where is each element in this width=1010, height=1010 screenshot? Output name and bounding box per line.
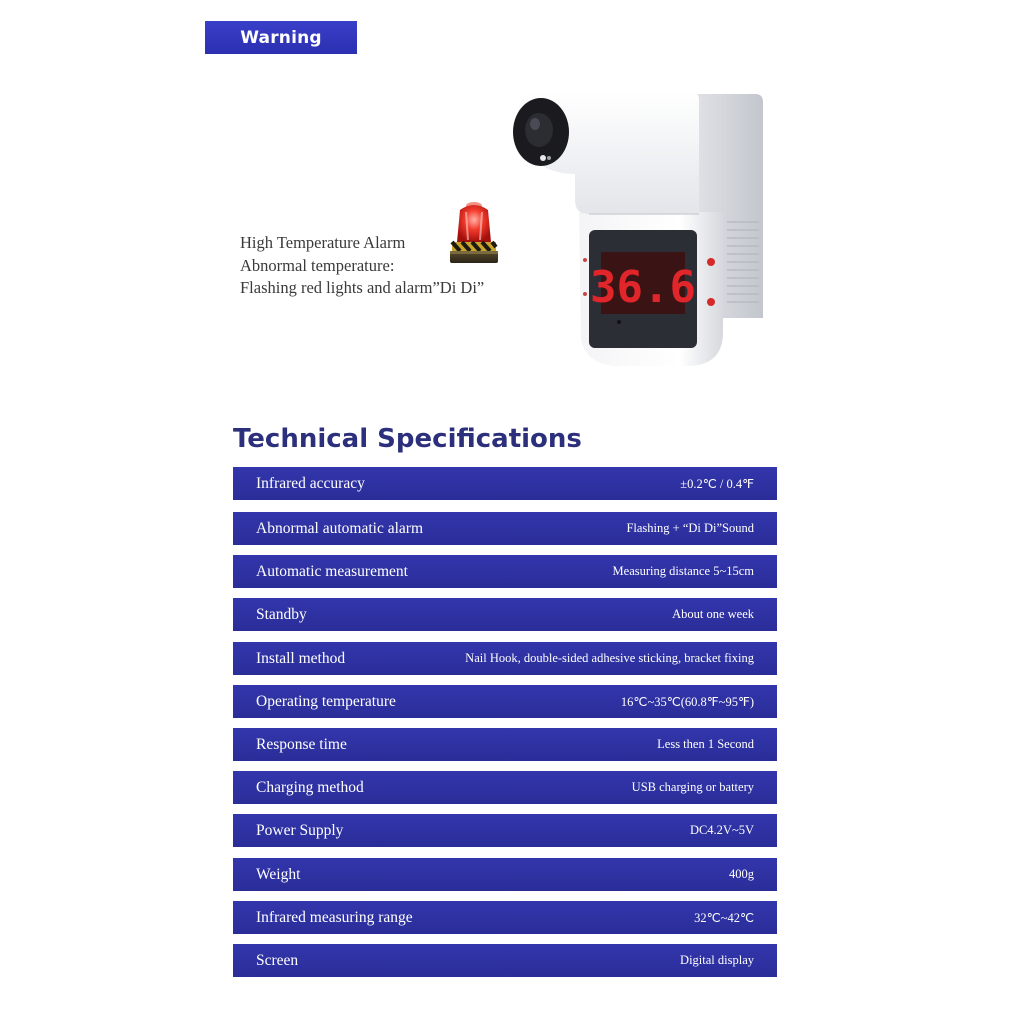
- alarm-line-1: High Temperature Alarm: [240, 233, 406, 252]
- spec-value: Flashing + “Di Di”Sound: [626, 521, 754, 535]
- spec-value: USB charging or battery: [631, 780, 754, 794]
- spec-value: 16℃~35℃(60.8℉~95℉): [620, 694, 754, 709]
- spec-label: Abnormal automatic alarm: [256, 519, 423, 537]
- spec-label: Operating temperature: [256, 692, 396, 710]
- spec-label: Install method: [256, 649, 346, 667]
- spec-row: [233, 555, 777, 588]
- spec-label: Response time: [256, 735, 347, 753]
- warning-badge: Warning: [205, 21, 357, 54]
- spec-row: [233, 685, 777, 718]
- thermometer-device-image: [505, 82, 773, 377]
- spec-label: Standby: [256, 605, 307, 623]
- spec-row: [233, 771, 777, 804]
- spec-value: DC4.2V~5V: [689, 823, 754, 837]
- spec-row: [233, 728, 777, 761]
- spec-value: Measuring distance 5~15cm: [612, 564, 754, 578]
- siren-icon: [444, 196, 504, 271]
- spec-row: [233, 858, 777, 891]
- spec-label: Automatic measurement: [256, 562, 408, 580]
- spec-row: [233, 512, 777, 545]
- spec-value: About one week: [672, 607, 754, 621]
- alarm-line-2: Abnormal temperature:: [240, 255, 395, 275]
- spec-value: 32℃~42℃: [694, 910, 754, 925]
- spec-row: [233, 944, 777, 977]
- spec-label: Infrared accuracy: [256, 474, 365, 492]
- spec-value: Less then 1 Second: [657, 737, 754, 751]
- spec-label: Infrared measuring range: [256, 908, 413, 926]
- spec-row: [233, 642, 777, 675]
- specifications-title: Technical Specifications: [233, 424, 582, 454]
- spec-row: [233, 598, 777, 631]
- spec-label: Screen: [256, 951, 299, 969]
- spec-value: ±0.2℃ / 0.4℉: [680, 476, 754, 491]
- spec-label: Weight: [256, 865, 301, 883]
- spec-value: 400g: [729, 867, 754, 881]
- spec-value: Digital display: [680, 953, 754, 967]
- spec-row: [233, 467, 777, 500]
- device-display-reading: 36.6: [590, 262, 696, 313]
- alarm-line-3: Flashing red lights and alarm”Di Di”: [240, 278, 485, 297]
- spec-label: Power Supply: [256, 821, 344, 839]
- spec-label: Charging method: [256, 778, 364, 796]
- spec-value: Nail Hook, double-sided adhesive sticking, bracket fixing: [465, 651, 754, 665]
- spec-row: [233, 901, 777, 934]
- spec-row: [233, 814, 777, 847]
